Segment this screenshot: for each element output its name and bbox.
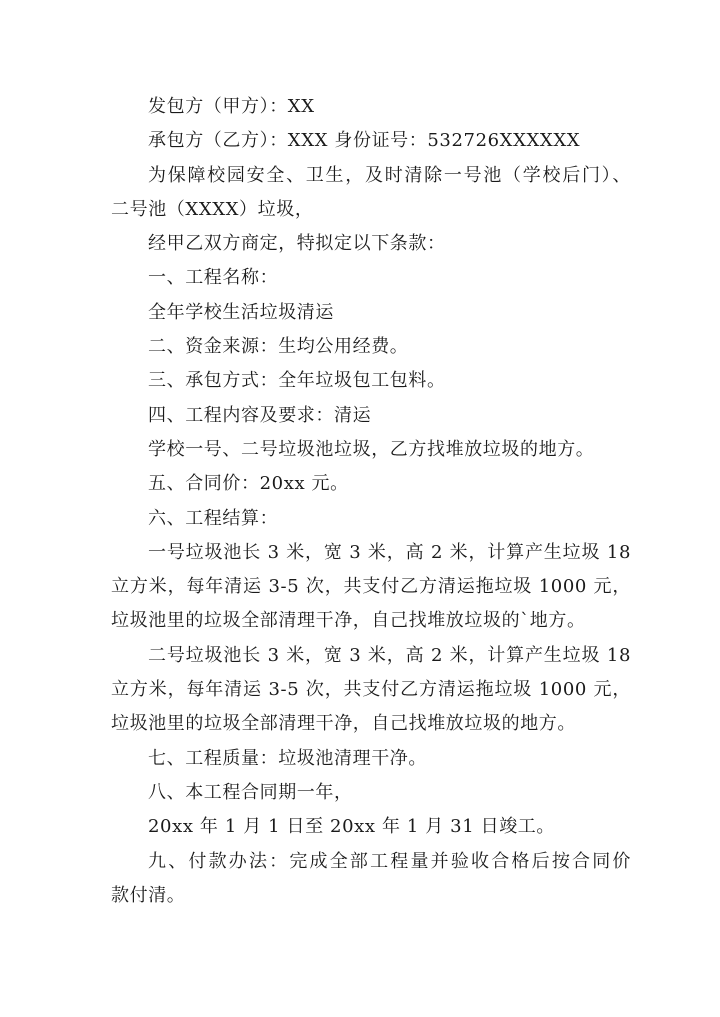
purpose-line-2: 二号池（XXXX）垃圾， bbox=[111, 198, 314, 220]
pool-2-line-1: 二号垃圾池长 3 米，宽 3 米，高 2 米，计算产生垃圾 18 bbox=[148, 644, 631, 666]
section-4-heading: 四、工程内容及要求：清运 bbox=[148, 404, 372, 426]
party-a-line: 发包方（甲方）：XX bbox=[148, 96, 315, 117]
section-6-heading: 六、工程结算： bbox=[148, 507, 279, 529]
purpose-line-1: 为保障校园安全、卫生，及时清除一号池（学校后门）、 bbox=[148, 164, 631, 186]
pool-2-line-2: 立方米，每年清运 3-5 次，共支付乙方清运拖垃圾 1000 元， bbox=[111, 679, 631, 701]
section-8-line: 八、本工程合同期一年， bbox=[148, 781, 353, 803]
section-9-line-2: 款付清。 bbox=[111, 884, 186, 906]
contract-body bbox=[111, 90, 631, 913]
section-7-line: 七、工程质量：垃圾池清理干净。 bbox=[148, 747, 427, 769]
section-4-content: 学校一号、二号垃圾池垃圾，乙方找堆放垃圾的地方。 bbox=[148, 438, 595, 460]
section-5-line: 五、合同价：20xx 元。 bbox=[148, 473, 349, 495]
agreement-line: 经甲乙双方商定，特拟定以下条款： bbox=[148, 233, 446, 255]
pool-1-line-2: 立方米，每年清运 3-5 次，共支付乙方清运拖垃圾 1000 元， bbox=[111, 576, 631, 598]
pool-1-line-3: 垃圾池里的垃圾全部清理干净，自己找堆放垃圾的`地方。 bbox=[111, 610, 586, 632]
pool-2-line-3: 垃圾池里的垃圾全部清理干净，自己找堆放垃圾的地方。 bbox=[111, 713, 576, 735]
section-1-heading: 一、工程名称： bbox=[148, 267, 279, 289]
section-2-line: 二、资金来源：生均公用经费。 bbox=[148, 336, 409, 358]
pool-1-line-1: 一号垃圾池长 3 米，宽 3 米，高 2 米，计算产生垃圾 18 bbox=[148, 541, 631, 563]
section-9-line-1: 九、付款办法：完成全部工程量并验收合格后按合同价 bbox=[148, 850, 631, 872]
contract-period-line: 20xx 年 1 月 1 日至 20xx 年 1 月 31 日竣工。 bbox=[148, 816, 556, 838]
section-3-line: 三、承包方式：全年垃圾包工包料。 bbox=[148, 370, 446, 392]
section-1-content: 全年学校生活垃圾清运 bbox=[148, 301, 334, 323]
party-b-line: 承包方（乙方）：XXX 身份证号：532726XXXXXX bbox=[148, 130, 581, 152]
